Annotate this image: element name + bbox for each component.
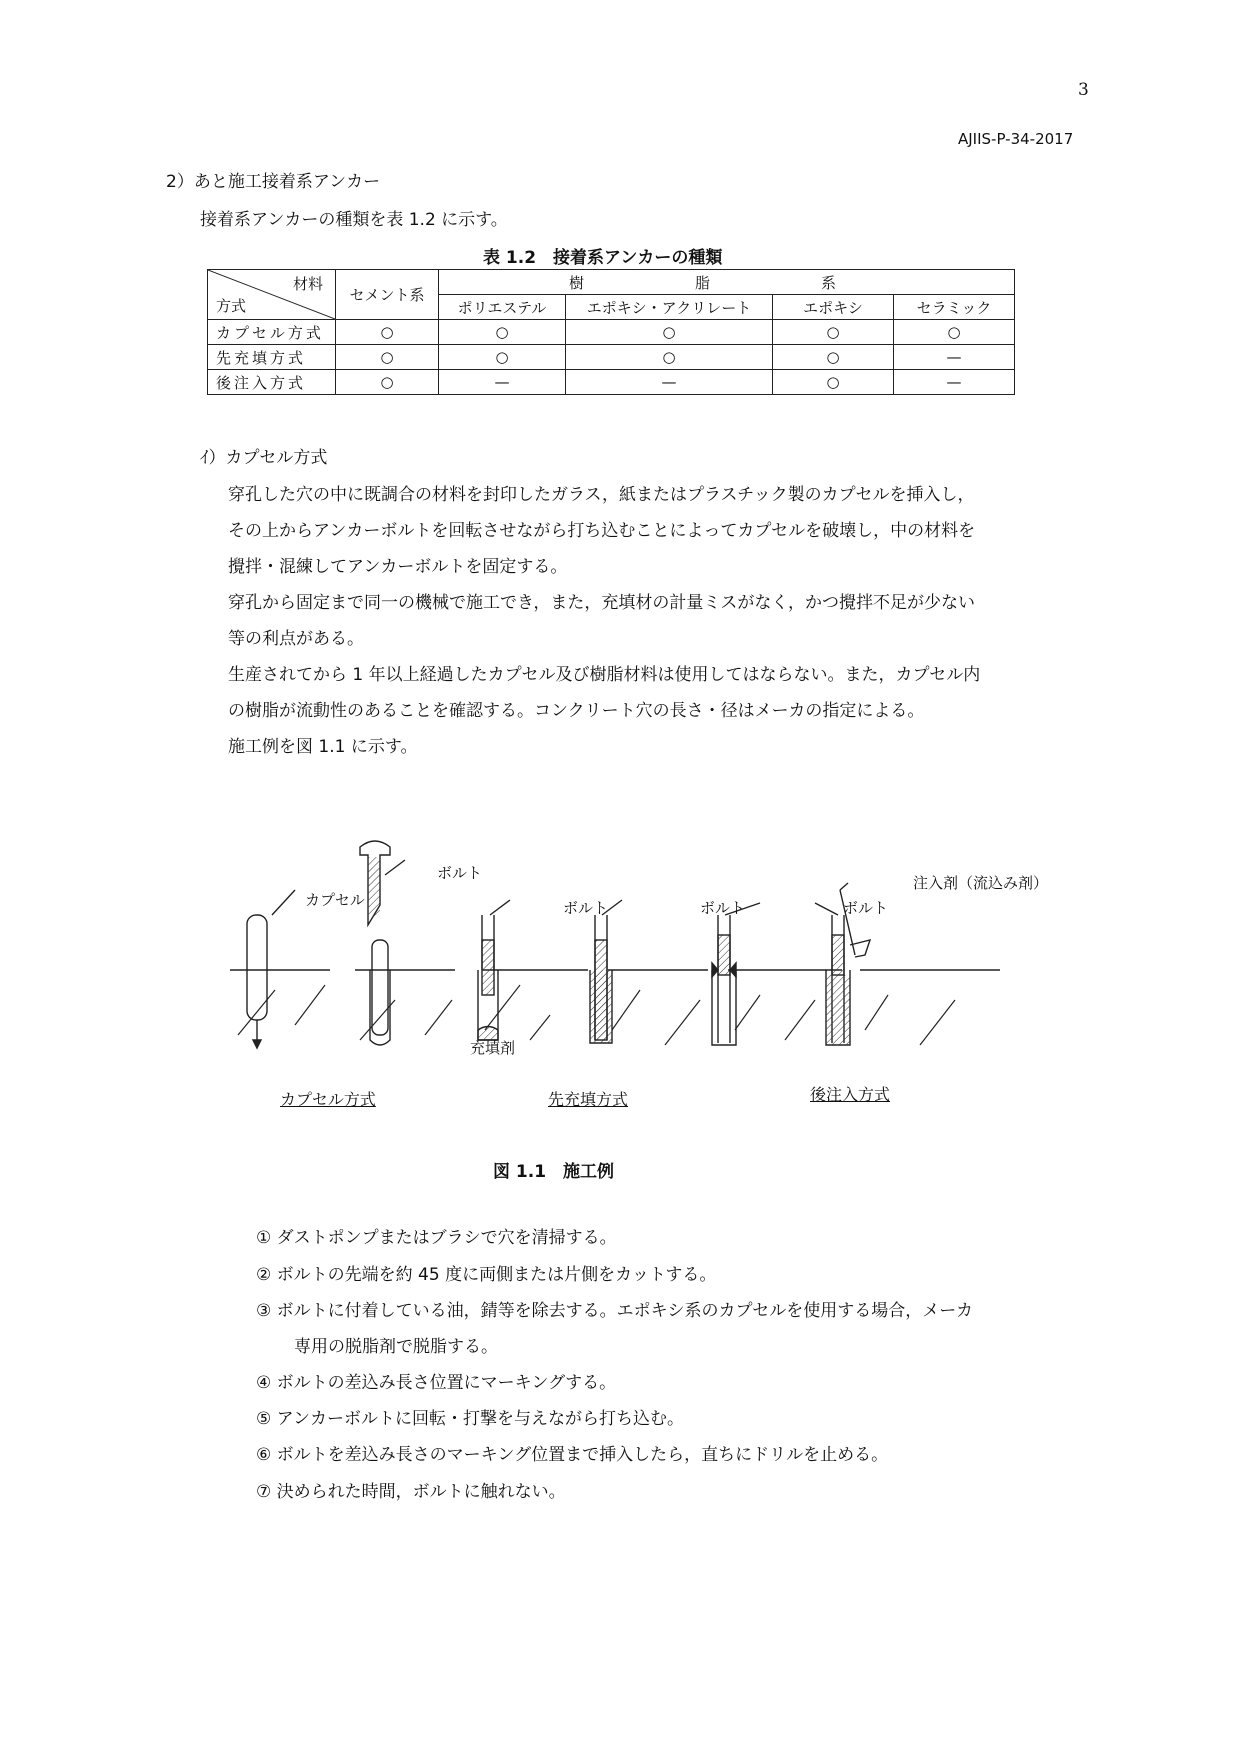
table-cell: — <box>566 370 773 395</box>
header-epoxy-acrylate: エポキシ・アクリレート <box>566 295 773 320</box>
table-cell: ○ <box>439 345 566 370</box>
label-filler: 充填剤 <box>470 1039 516 1057</box>
corner-material-label: 材料 <box>292 275 323 293</box>
step-item: ⑥ ボルトを差込み長さのマーキング位置まで挿入したら，直ちにドリルを止める。 <box>256 1445 889 1465</box>
step-item: ① ダストポンプまたはブラシで穴を清掃する。 <box>256 1228 617 1248</box>
label-bolt: ボルト <box>700 899 746 917</box>
row-label: 後注入方式 <box>208 370 336 395</box>
paragraph-line: 攪拌・混練してアンカーボルトを固定する。 <box>228 557 568 577</box>
table-row <box>208 345 1015 370</box>
table-row <box>208 370 1015 395</box>
page-number: 3 <box>1078 80 1089 100</box>
step-item: ⑤ アンカーボルトに回転・打撃を与えながら打ち込む。 <box>256 1409 684 1429</box>
table-cell: — <box>894 345 1015 370</box>
table-caption: 表 1.2 接着系アンカーの種類 <box>483 248 723 268</box>
method-label-prefill: 先充填方式 <box>548 1090 629 1109</box>
step-item: ④ ボルトの差込み長さ位置にマーキングする。 <box>256 1373 617 1393</box>
document-id: AJIIS-P-34-2017 <box>958 130 1074 148</box>
step-item: ⑦ 決められた時間，ボルトに触れない。 <box>256 1482 566 1502</box>
table-cell: ○ <box>336 370 439 395</box>
paragraph-line: 施工例を図 1.1 に示す。 <box>228 737 418 757</box>
label-bolt: ボルト <box>843 899 889 917</box>
table-cell: — <box>439 370 566 395</box>
table-cell: — <box>894 370 1015 395</box>
paragraph-line: 穿孔した穴の中に既調合の材料を封印したガラス，紙またはプラスチック製のカプセルを挿入し， <box>228 485 975 505</box>
table-cell: ○ <box>439 320 566 345</box>
table-cell: ○ <box>773 370 894 395</box>
section-heading: 2）あと施工接着系アンカー <box>166 172 381 192</box>
section-intro: 接着系アンカーの種類を表 1.2 に示す。 <box>200 210 508 230</box>
row-label: カプセル方式 <box>208 320 336 345</box>
table-cell: ○ <box>773 345 894 370</box>
label-injection: 注入剤（流込み剤） <box>913 874 1049 892</box>
paragraph-line: 穿孔から固定まで同一の機械で施工でき，また，充填材の計量ミスがなく，かつ攪拌不足が少ない <box>228 593 975 613</box>
table-cell: ○ <box>566 345 773 370</box>
paragraph-line: の樹脂が流動性のあることを確認する。コンクリート穴の長さ・径はメーカの指定による。 <box>228 701 925 721</box>
label-bolt: ボルト <box>437 864 483 882</box>
capsule-heading: ｲ）カプセル方式 <box>200 448 328 468</box>
step-item: ② ボルトの先端を約 45 度に両側または片側をカットする。 <box>256 1265 717 1285</box>
table-row <box>208 320 1015 345</box>
step-item: 専用の脱脂剤で脱脂する。 <box>294 1337 498 1357</box>
table-corner-cell <box>208 270 336 320</box>
table-cell: ○ <box>336 345 439 370</box>
anchor-types-table <box>207 269 1015 395</box>
label-capsule: カプセル <box>305 891 365 909</box>
paragraph-line: 等の利点がある。 <box>228 629 364 649</box>
step-item: ③ ボルトに付着している油，錆等を除去する。エポキシ系のカプセルを使用する場合，メーカ <box>256 1301 973 1321</box>
header-cement: セメント系 <box>336 270 439 320</box>
header-ceramic: セラミック <box>894 295 1015 320</box>
paragraph-line: 生産されてから 1 年以上経過したカプセル及び樹脂材料は使用してはならない。また，カプセル内 <box>228 665 981 685</box>
table-cell: ○ <box>773 320 894 345</box>
corner-method-label: 方式 <box>216 297 247 315</box>
figure-caption: 図 1.1 施工例 <box>493 1162 615 1182</box>
row-label: 先充填方式 <box>208 345 336 370</box>
header-epoxy: エポキシ <box>773 295 894 320</box>
method-label-postinjection: 後注入方式 <box>810 1085 891 1104</box>
table-cell: ○ <box>894 320 1015 345</box>
method-label-capsule: カプセル方式 <box>280 1090 376 1109</box>
paragraph-line: その上からアンカーボルトを回転させながら打ち込むことによってカプセルを破壊し，中の材料を <box>228 521 976 541</box>
table-cell: ○ <box>336 320 439 345</box>
label-bolt: ボルト <box>563 899 609 917</box>
header-polyester: ポリエステル <box>439 295 566 320</box>
table-cell: ○ <box>566 320 773 345</box>
header-resin: 樹 脂 系 <box>439 270 1015 295</box>
